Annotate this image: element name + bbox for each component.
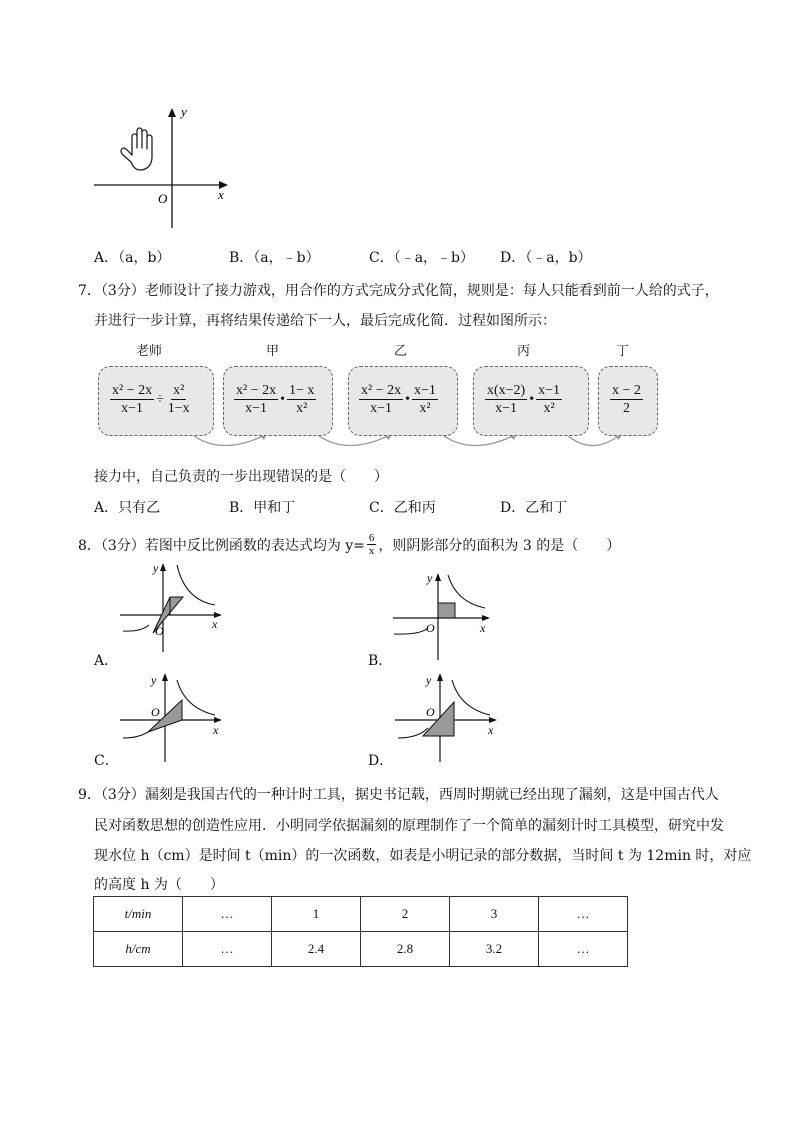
q8b-origin: O (426, 621, 435, 635)
q8-frac-d: x (368, 545, 375, 557)
q8-graph-d[interactable] (390, 670, 505, 765)
bing-op: • (529, 391, 535, 407)
teacher-d2: 1−x (167, 401, 190, 416)
hand-icon (121, 128, 152, 170)
teacher-n1: x² − 2x (112, 383, 153, 398)
jia-d2: x² (296, 401, 308, 416)
q7-option-c[interactable]: C．乙和丙 (369, 500, 436, 516)
ding-d1: 2 (622, 401, 630, 416)
q8a-axis-y: y (153, 561, 159, 575)
yi-d1: x−1 (370, 401, 392, 416)
q8-frac-n: 6 (368, 532, 375, 544)
q8-graph-c[interactable] (115, 670, 230, 765)
q8-stem-before: 8．（3分）若图中反比例函数的表达式均为 y= (78, 537, 365, 554)
q8b-axis-y: y (427, 571, 433, 585)
teacher-expression (108, 382, 194, 417)
teacher-op: ÷ (156, 391, 164, 407)
q8a-origin: O (155, 624, 164, 638)
jia-n2: 1− x (289, 383, 315, 398)
q6-option-c[interactable]: C．（﹣a，﹣b） (369, 250, 475, 266)
table-cell: 2.4 (272, 932, 361, 967)
q7-option-b[interactable]: B．甲和丁 (229, 500, 296, 516)
jia-expression (232, 382, 318, 417)
q9-stem-line3: 现水位 h（cm）是时间 t（min）的一次函数，如表是小明记录的部分数据，当时间 t 为 12min 时，对应 (94, 848, 752, 864)
q6-axis-x: x (218, 187, 224, 202)
table-cell: t/min (94, 897, 183, 932)
q8-label-b[interactable]: B． (368, 653, 393, 669)
table-row (94, 897, 628, 932)
q8a-axis-x: x (212, 617, 218, 631)
bing-n1: x(x−2) (487, 383, 526, 398)
q6-axis-y: y (181, 104, 187, 119)
role-yi: 乙 (394, 344, 408, 359)
q7-option-d[interactable]: D．乙和丁 (500, 500, 568, 516)
q8-graph-a[interactable] (115, 560, 230, 655)
q6-coordinate-figure (88, 100, 238, 235)
bing-d2: x² (543, 401, 555, 416)
yi-n2: x−1 (414, 383, 436, 398)
bing-expression (483, 382, 564, 417)
table-row (94, 932, 628, 967)
q8c-origin: O (151, 705, 160, 719)
q6-option-a[interactable]: A．（a，b） (94, 250, 171, 266)
q7-stem-line2: 并进行一步计算，再将结果传递给下一人，最后完成化简．过程如图所示： (94, 313, 556, 329)
ding-expression (608, 382, 645, 417)
q7-question: 接力中，自己负责的一步出现错误的是（ ） (94, 469, 388, 485)
yi-d2: x² (419, 401, 431, 416)
bing-d1: x−1 (495, 401, 518, 416)
yi-expression (357, 382, 440, 417)
q8c-axis-x: x (213, 723, 219, 737)
q8d-axis-x: x (488, 723, 494, 737)
role-ding: 丁 (616, 344, 630, 359)
table-cell: 2 (361, 897, 450, 932)
q9-stem-line4: 的高度 h 为（ ） (94, 877, 224, 893)
q9-stem-line1: 9．（3分）漏刻是我国古代的一种计时工具，据史书记载，西周时期就已经出现了漏刻，这是中国古代人 (78, 787, 719, 803)
q8c-axis-y: y (151, 673, 157, 687)
q8-graph-b[interactable] (390, 570, 500, 665)
table-cell: … (183, 897, 272, 932)
q8-label-c[interactable]: C． (94, 753, 119, 769)
q8-label-d[interactable]: D． (368, 753, 394, 769)
q7-option-a[interactable]: A．只有乙 (94, 500, 161, 516)
q7-stem-line1: 7．（3分）老师设计了接力游戏，用合作的方式完成分式化简，规则是：每人只能看到前一人给的式子， (78, 283, 719, 299)
table-cell: h/cm (94, 932, 183, 967)
table-cell: 3.2 (450, 932, 539, 967)
q9-table (93, 896, 628, 967)
table-cell: 2.8 (361, 932, 450, 967)
role-teacher: 老师 (136, 344, 163, 359)
q6-origin: O (158, 191, 168, 206)
bing-n2: x−1 (538, 383, 561, 398)
table-cell: 1 (272, 897, 361, 932)
yi-op: • (405, 391, 410, 407)
q8-stem-after: ，则阴影部分的面积为 3 的是（ ） (378, 537, 621, 554)
q6-option-b[interactable]: B．（a，﹣b） (229, 250, 320, 266)
q8-label-a[interactable]: A． (94, 653, 119, 669)
jia-d1: x−1 (245, 401, 267, 416)
q8d-origin: O (426, 705, 435, 719)
ding-n1: x − 2 (612, 383, 641, 398)
jia-n1: x² − 2x (236, 383, 277, 398)
table-cell: … (183, 932, 272, 967)
table-cell: … (539, 897, 628, 932)
jia-op: • (280, 391, 285, 407)
table-cell: … (539, 932, 628, 967)
q8d-axis-y: y (426, 673, 432, 687)
role-bing: 丙 (517, 344, 531, 359)
q6-option-d[interactable]: D．（﹣a，b） (500, 250, 592, 266)
q8b-axis-x: x (480, 621, 486, 635)
teacher-n2: x² (173, 383, 185, 398)
role-jia: 甲 (266, 344, 280, 359)
q8-stem (78, 532, 620, 557)
q9-stem-line2: 民对函数思想的创造性应用．小明同学依据漏刻的原理制作了一个简单的漏刻计时工具模型，研究中发 (94, 818, 724, 834)
yi-n1: x² − 2x (361, 383, 402, 398)
table-cell: 3 (450, 897, 539, 932)
teacher-d1: x−1 (121, 401, 143, 416)
